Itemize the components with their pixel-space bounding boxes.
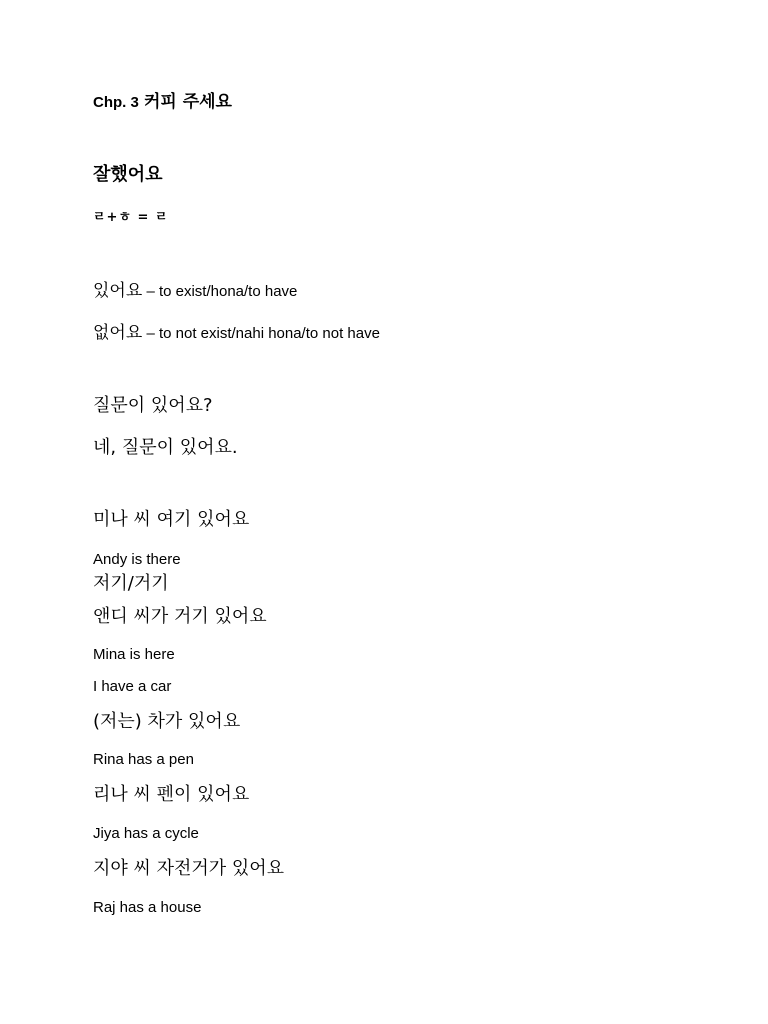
sentence-line: Raj has a house: [93, 899, 202, 916]
sentence-line: Rina has a pen: [93, 751, 194, 768]
sentence-line: 네, 질문이 있어요.: [93, 437, 238, 458]
section-heading: 잘했어요: [93, 164, 163, 185]
sentence-line: 리나 씨 펜이 있어요: [93, 784, 250, 805]
vocab-meaning: – to not exist/nahi hona/to not have: [142, 325, 380, 342]
vocab-item-not-exist: [93, 325, 380, 342]
sentence-line: 질문이 있어요?: [93, 395, 213, 416]
chapter-title: [93, 94, 232, 111]
vocab-meaning: – to exist/hona/to have: [142, 283, 298, 300]
sentence-line: Andy is there: [93, 551, 181, 568]
sentence-line: Jiya has a cycle: [93, 825, 199, 842]
vocab-korean: 있어요: [93, 281, 143, 301]
chapter-number: Chp. 3: [93, 94, 139, 111]
chapter-title-korean: 커피 주세요: [143, 92, 232, 112]
sentence-line: (저는) 차가 있어요: [93, 711, 241, 732]
pronunciation-rule: ㄹ+ㅎ = ㄹ: [93, 210, 169, 225]
sentence-line: 미나 씨 여기 있어요: [93, 509, 250, 530]
sentence-line: 지야 씨 자전거가 있어요: [93, 858, 285, 879]
sentence-line: 저기/거기: [93, 573, 169, 594]
sentence-line: 앤디 씨가 거기 있어요: [93, 606, 267, 627]
sentence-line: I have a car: [93, 678, 172, 695]
sentence-line: Mina is here: [93, 646, 175, 663]
vocab-item-exist: [93, 283, 297, 300]
vocab-korean: 없어요: [93, 323, 143, 343]
